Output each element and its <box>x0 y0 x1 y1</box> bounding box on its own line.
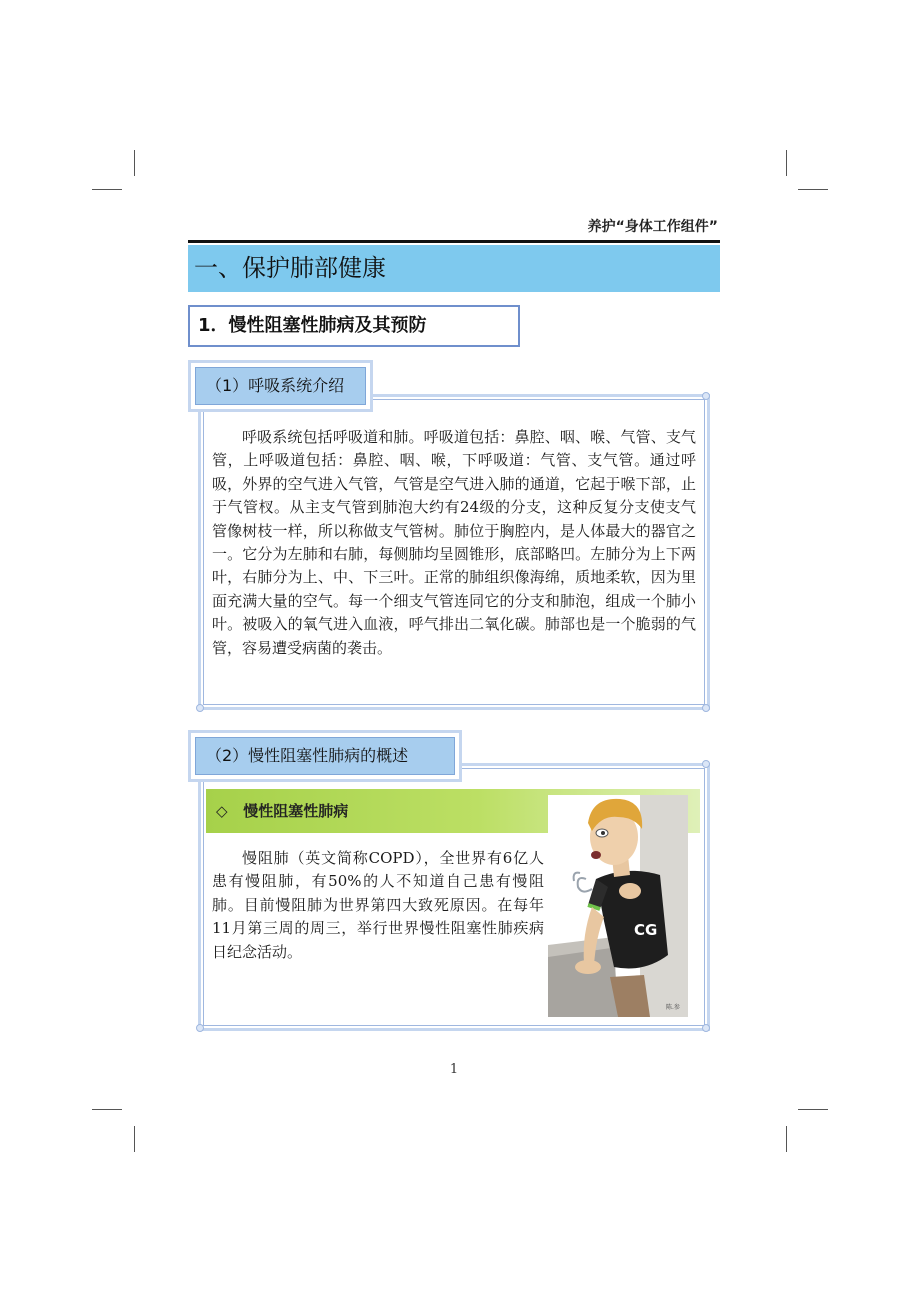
topic-band-label <box>216 789 348 833</box>
section-title: 1．慢性阻塞性肺病及其预防 <box>188 305 520 347</box>
body-paragraph: 呼吸系统包括呼吸道和肺。呼吸道包括：鼻腔、咽、喉、气管、支气管，上呼吸道包括：鼻腔、咽、喉，下呼吸道：气管、支气管。通过呼吸，外界的空气进入气管，气管是空气进入肺的通道，它起于喉下部，止于气管杈。从主支气管到肺泡大约有24级的分支，这种反复分支使支气管像树枝一样，所以称做支气管树。肺位于胸腔内，是人体最大的器官之一。它分为左肺和右肺，每侧肺均呈圆锥形，底部略凹。左肺分为上下两叶，右肺分为上、中、下三叶。正常的肺组织像海绵，质地柔软，因为里面充满大量的空气。每一个细支气管连同它的分支和肺泡，组成一个肺小叶。被吸入的氧气进入血液，呼气排出二氧化碳。肺部也是一个脆弱的气管，容易遭受病菌的袭击。 <box>212 428 696 657</box>
subsection-tab-label: （2）慢性阻塞性肺病的概述 <box>195 737 455 775</box>
crop-mark <box>786 1126 787 1152</box>
frame-corner-knob <box>702 760 710 768</box>
illustration-signature: 陈.参 <box>666 1004 680 1011</box>
diamond-icon: ◇ <box>216 802 228 820</box>
topic-label-text: 慢性阻塞性肺病 <box>243 802 349 820</box>
chapter-title: 一、保护肺部健康 <box>188 245 720 292</box>
subsection-tab-label: （1）呼吸系统介绍 <box>195 367 366 405</box>
crop-mark <box>92 1109 122 1110</box>
coughing-man-illustration <box>548 795 688 1017</box>
shirt-text: CG <box>634 921 658 939</box>
frame-corner-knob <box>196 1024 204 1032</box>
frame-corner-knob <box>702 704 710 712</box>
crop-mark <box>798 1109 828 1110</box>
crop-mark <box>134 1126 135 1152</box>
frame-corner-knob <box>702 392 710 400</box>
crop-mark <box>134 150 135 176</box>
subsection-tab <box>188 360 373 412</box>
crop-mark <box>92 189 122 190</box>
crop-mark <box>798 189 828 190</box>
header-rule <box>188 240 720 243</box>
body-paragraph: 慢阻肺（英文简称COPD），全世界有6亿人患有慢阻肺，有50%的人不知道自己患有慢阻肺。目前慢阻肺为世界第四大致死原因。在每年11月第三周的周三，举行世界慢性阻塞性肺疾病日纪念活动。 <box>212 849 544 961</box>
page-number: 1 <box>449 1062 459 1077</box>
crop-mark <box>786 150 787 176</box>
running-header: 养护“身体工作组件” <box>587 219 718 235</box>
frame-corner-knob <box>702 1024 710 1032</box>
subsection-tab <box>188 730 462 782</box>
frame-corner-knob <box>196 704 204 712</box>
